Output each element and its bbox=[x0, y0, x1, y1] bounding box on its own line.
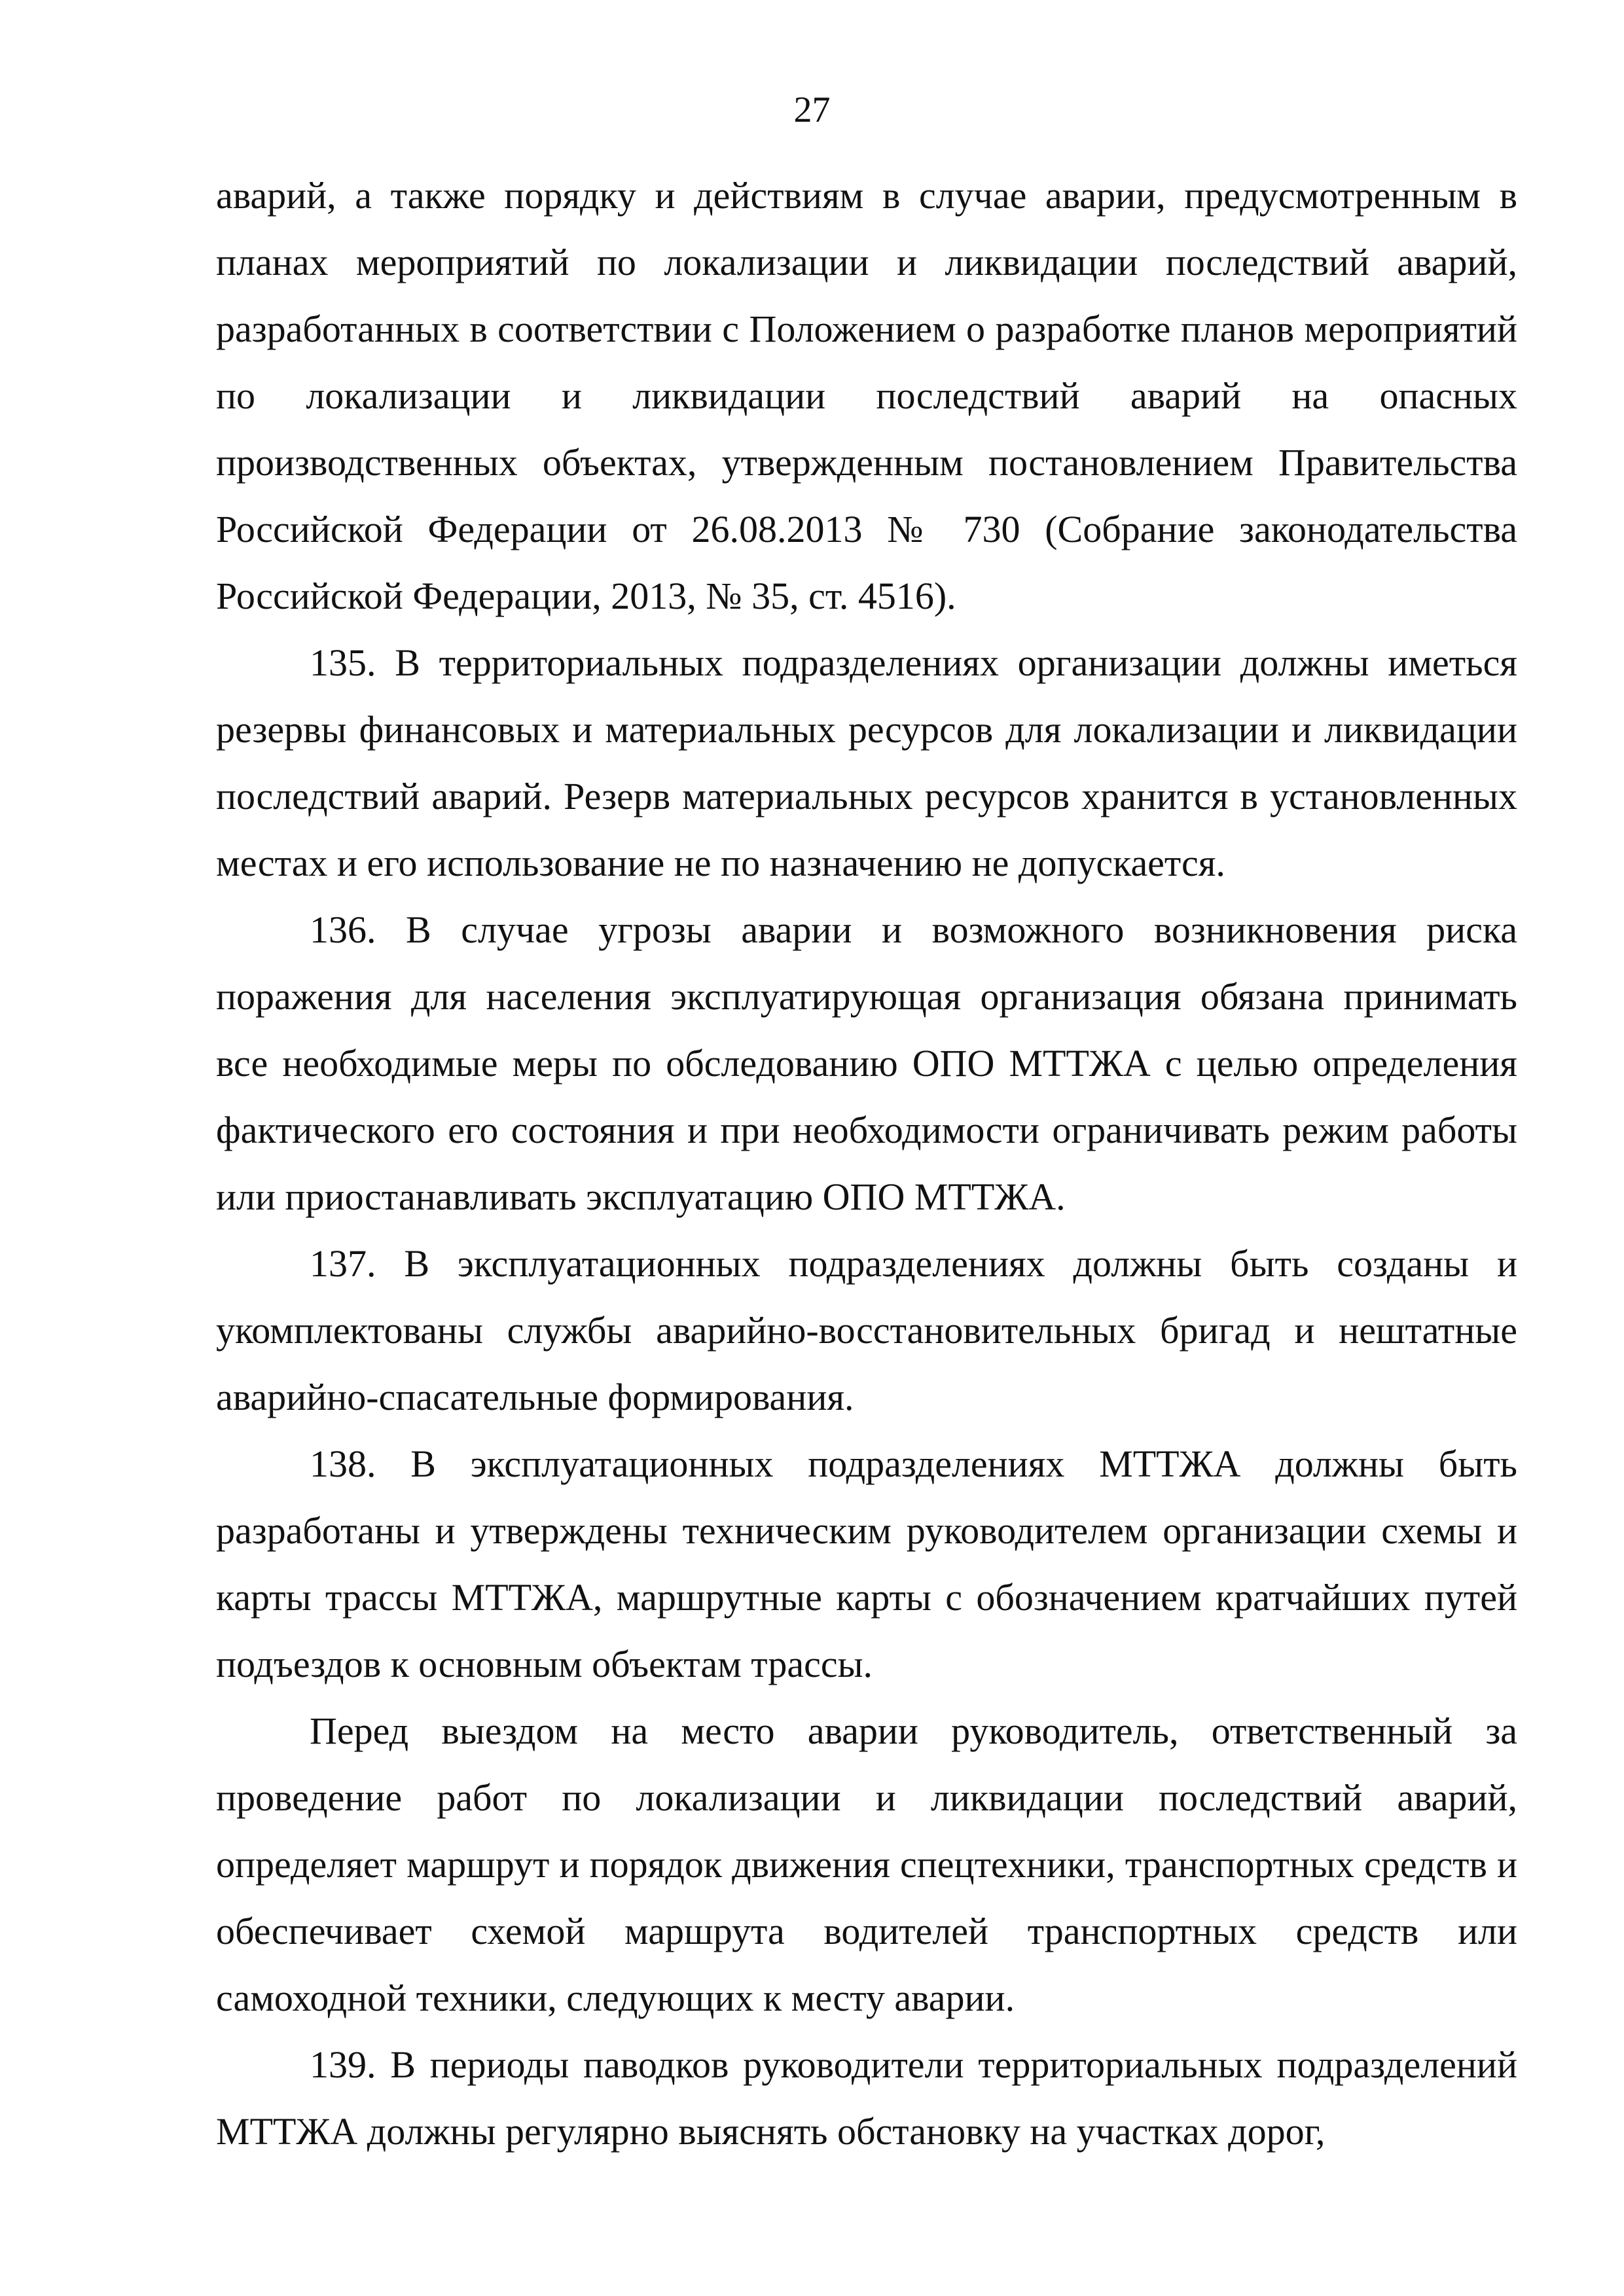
paragraph-clause-138: 138. В эксплуатационных подразделениях МТТЖА должны быть разработаны и утверждены техническим руководителем организации схемы и карты трассы МТТЖА, маршрутные карты с обозначением кратчайших путей подъездов к основным объектам трассы. bbox=[216, 1443, 1517, 1685]
paragraph-clause-136: 136. В случае угрозы аварии и возможного возникновения риска поражения для населения эксплуатирующая организация обязана принимать все необходимые меры по обследованию ОПО МТТЖА с целью определения фактического его состояния и при необходимости ограничивать режим работы или приостанавливать эксплуатацию ОПО МТТЖА. bbox=[216, 908, 1517, 1218]
paragraph-clause-139: 139. В периоды паводков руководители территориальных подразделений МТТЖА должны регулярно выяснять обстановку на участках дорог, bbox=[216, 2043, 1517, 2153]
paragraph-clause-138-continued: Перед выездом на место аварии руководитель, ответственный за проведение работ по локализации и ликвидации последствий аварий, определяет маршрут и порядок движения спецтехники, транспортных средств и обеспечивает схемой маршрута водителей транспортных средств или самоходной техники, следующих к месту аварии. bbox=[216, 1710, 1517, 2019]
page-number: 27 bbox=[793, 90, 831, 130]
paragraph-clause-135: 135. В территориальных подразделениях организации должны иметься резервы финансовых и материальных ресурсов для локализации и ликвидации последствий аварий. Резерв материальных ресурсов хранится в установленных местах и его использование не по назначению не допускается. bbox=[216, 641, 1517, 884]
paragraph-clause-137: 137. В эксплуатационных подразделениях должны быть созданы и укомплектованы службы аварийно-восстановительных бригад и нештатные аварийно-спасательные формирования. bbox=[216, 1242, 1517, 1418]
paragraph-continuation: аварий, а также порядку и действиям в случае аварии, предусмотренным в планах мероприятий по локализации и ликвидации последствий аварий, разработанных в соответствии с Положением о разработке планов мероприятий по локализации и ликвидации последствий аварий на опасных производственных объектах, утвержденным постановлением Правительства Российской Федерации от 26.08.2013 № 730 (Собрание законодательства Российской Федерации, 2013, № 35, ст. 4516). bbox=[216, 174, 1517, 617]
document-body bbox=[216, 162, 1517, 2165]
